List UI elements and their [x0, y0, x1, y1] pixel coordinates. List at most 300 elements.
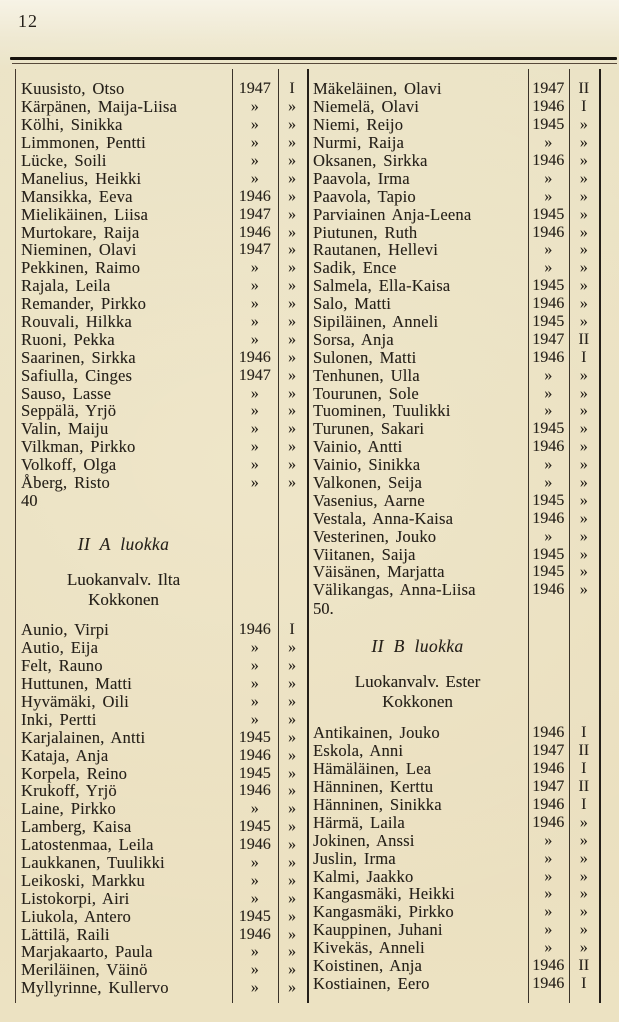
entry-year: » [544, 456, 553, 474]
student-name: Kauppinen, Juhani [313, 920, 443, 940]
student-row [15, 223, 307, 241]
entry-year: 1946 [238, 925, 271, 943]
entry-year: 1946 [532, 348, 565, 366]
entry-year: » [250, 979, 259, 997]
grade-roman: » [288, 907, 296, 925]
grade-roman: » [288, 710, 296, 728]
entry-year: 1946 [532, 956, 565, 974]
supervisor-line1: Luokanvalv. Ilta [66, 570, 181, 589]
entry-year: » [250, 473, 259, 491]
entry-year: 1947 [238, 80, 271, 98]
entry-year: 1946 [238, 187, 271, 205]
student-row [15, 259, 307, 277]
grade-roman: I [289, 80, 295, 98]
entry-year: 1947 [238, 205, 271, 223]
student-row [15, 693, 307, 711]
entry-year: » [250, 330, 259, 348]
grade-roman: » [579, 456, 588, 474]
student-row [15, 438, 307, 456]
student-name: Vestala, Anna-Kaisa [313, 508, 454, 528]
student-row [15, 402, 307, 420]
student-name: Sulonen, Matti [313, 347, 417, 367]
grade-roman: I [581, 724, 587, 742]
entry-year: » [250, 853, 259, 871]
grade-roman: » [579, 563, 588, 581]
entry-year: » [250, 456, 259, 474]
grade-roman: » [579, 939, 588, 957]
student-row [307, 563, 599, 581]
grade-roman: » [579, 438, 588, 456]
grade-roman: » [579, 527, 588, 545]
entry-year: 1946 [238, 621, 271, 639]
student-row [307, 885, 599, 903]
grade-roman: » [579, 545, 588, 563]
student-row [15, 621, 307, 639]
student-name: Väisänen, Marjatta [313, 562, 445, 582]
student-name: Hämäläinen, Lea [313, 759, 432, 779]
student-name: Valkonen, Seija [313, 472, 423, 492]
student-row [307, 366, 599, 384]
student-row [15, 134, 307, 152]
entry-year: » [250, 961, 259, 979]
grade-roman: » [288, 330, 296, 348]
grade-roman: I [581, 760, 587, 778]
student-row [307, 545, 599, 563]
entry-year: 1946 [238, 746, 271, 764]
grade-roman: » [288, 925, 296, 943]
student-row [307, 438, 599, 456]
student-name: Paavola, Irma [313, 168, 410, 188]
top-rule-thick [10, 57, 617, 60]
student-name: Koistinen, Anja [313, 955, 423, 975]
student-row [15, 728, 307, 746]
grade-roman: » [288, 241, 296, 259]
grade-roman: » [579, 223, 588, 241]
student-name: Liukola, Antero [21, 906, 131, 926]
student-name: Tuominen, Tuulikki [313, 401, 451, 421]
table-rule-right-edge [599, 69, 601, 1003]
student-name: Korpela, Reino [21, 763, 128, 783]
grade-roman: I [581, 795, 587, 813]
section-title-iib: II B luokka [371, 636, 464, 656]
grade-roman: » [288, 675, 296, 693]
student-row [15, 384, 307, 402]
student-name: Hänninen, Kerttu [313, 777, 434, 797]
student-name: Huttunen, Matti [21, 674, 132, 694]
entry-year: » [250, 402, 259, 420]
grade-roman: » [288, 259, 296, 277]
entry-year: » [544, 402, 553, 420]
student-name: Kalmi, Jaakko [313, 866, 414, 886]
entry-year: » [544, 241, 553, 259]
student-row [15, 366, 307, 384]
grade-roman: » [288, 979, 296, 997]
entry-year: 1947 [532, 80, 565, 98]
student-name: Seppälä, Yrjö [21, 401, 117, 421]
entry-year: » [544, 903, 553, 921]
student-name: Åberg, Risto [21, 472, 110, 492]
entry-year: » [250, 871, 259, 889]
student-row [15, 854, 307, 872]
entry-year: 1945 [532, 205, 565, 223]
grade-roman: » [579, 867, 588, 885]
student-row [307, 402, 599, 420]
entry-year: 1946 [532, 438, 565, 456]
entry-year: » [250, 639, 259, 657]
entry-year: 1946 [532, 795, 565, 813]
student-row [15, 764, 307, 782]
entry-year: 1945 [532, 312, 565, 330]
grade-roman: » [579, 134, 588, 152]
student-name: Kuusisto, Otso [21, 79, 125, 99]
student-name: Safiulla, Cinges [21, 365, 133, 385]
student-row [307, 80, 599, 98]
grade-roman: II [578, 778, 590, 796]
student-row [15, 313, 307, 331]
student-name: Nieminen, Olavi [21, 240, 137, 260]
entry-year: » [544, 187, 553, 205]
student-row [15, 961, 307, 979]
student-name: Listokorpi, Airi [21, 888, 130, 908]
entry-year: » [250, 384, 259, 402]
student-name: Marjakaarto, Paula [21, 942, 153, 962]
grade-roman: » [579, 259, 588, 277]
grade-roman: » [288, 420, 296, 438]
grade-roman: » [288, 366, 296, 384]
entry-year: 1947 [532, 778, 565, 796]
student-row [307, 742, 599, 760]
student-row [15, 80, 307, 98]
entry-year: » [250, 277, 259, 295]
grade-roman: I [581, 348, 587, 366]
entry-year: 1946 [532, 151, 565, 169]
student-row [307, 974, 599, 992]
student-name: Mäkeläinen, Olavi [313, 79, 442, 99]
student-name: Vainio, Sinikka [313, 455, 421, 475]
student-name: Sipiläinen, Anneli [313, 311, 439, 331]
student-row [307, 796, 599, 814]
student-row [307, 98, 599, 116]
left-column-class1-list [15, 80, 307, 491]
entry-year: » [544, 849, 553, 867]
student-name: Lücke, Soili [21, 150, 107, 170]
entry-year: » [250, 169, 259, 187]
grade-roman: » [579, 402, 588, 420]
student-row [15, 907, 307, 925]
student-name: Salmela, Ella-Kaisa [313, 276, 451, 296]
entry-year: 1946 [532, 760, 565, 778]
student-name: Meriläinen, Väinö [21, 960, 148, 980]
grade-roman: II [578, 742, 590, 760]
grade-roman: » [579, 366, 588, 384]
grade-roman: » [288, 295, 296, 313]
grade-roman: » [288, 223, 296, 241]
grade-roman: » [288, 764, 296, 782]
supervisor-iia [15, 570, 232, 609]
supervisor-iib [307, 672, 528, 711]
entry-year: » [250, 657, 259, 675]
entry-year: » [250, 134, 259, 152]
student-row [307, 384, 599, 402]
student-name: Ruoni, Pekka [21, 329, 115, 349]
grade-roman: » [579, 277, 588, 295]
student-row [15, 925, 307, 943]
student-row [15, 420, 307, 438]
grade-roman: » [288, 800, 296, 818]
grade-roman: » [288, 639, 296, 657]
entry-year: » [544, 134, 553, 152]
grade-roman: » [288, 402, 296, 420]
entry-year: » [250, 312, 259, 330]
grade-roman: » [288, 151, 296, 169]
student-name: Limmonen, Pentti [21, 133, 146, 153]
entry-year: » [544, 366, 553, 384]
student-row [15, 675, 307, 693]
entry-year: 1946 [238, 782, 271, 800]
grade-roman: » [579, 921, 588, 939]
student-row [15, 98, 307, 116]
student-row [15, 169, 307, 187]
grade-roman: » [579, 509, 588, 527]
entry-year: » [250, 295, 259, 313]
student-name: Myllyrinne, Kullervo [21, 978, 169, 998]
student-row [307, 259, 599, 277]
page-number: 12 [18, 11, 38, 31]
entry-year: » [544, 885, 553, 903]
entry-year: » [250, 800, 259, 818]
student-row [307, 527, 599, 545]
grade-roman: » [579, 187, 588, 205]
entry-year: » [544, 867, 553, 885]
grade-roman: » [579, 205, 588, 223]
student-row [307, 420, 599, 438]
grade-roman: » [579, 384, 588, 402]
grade-roman: » [579, 903, 588, 921]
student-row [15, 241, 307, 259]
grade-roman: » [579, 473, 588, 491]
student-row [307, 152, 599, 170]
grade-roman: II [578, 80, 590, 98]
student-name: Niemi, Reijo [313, 115, 404, 135]
student-name: Autio, Eija [21, 638, 99, 658]
student-name: Krukoff, Yrjö [21, 781, 117, 801]
student-row [307, 921, 599, 939]
student-row [307, 867, 599, 885]
grade-roman: » [288, 871, 296, 889]
student-row [307, 205, 599, 223]
entry-year: 1947 [238, 366, 271, 384]
entry-year: 1946 [532, 724, 565, 742]
student-row [307, 348, 599, 366]
student-row [15, 871, 307, 889]
student-row [15, 657, 307, 675]
student-name: Pekkinen, Raimo [21, 258, 141, 278]
student-name: Viitanen, Saija [313, 544, 416, 564]
entry-year: » [250, 943, 259, 961]
student-name: Kärpänen, Maija-Liisa [21, 97, 178, 117]
grade-roman: I [581, 98, 587, 116]
student-name: Vasenius, Aarne [313, 490, 425, 510]
student-name: Härmä, Laila [313, 812, 405, 832]
entry-year: » [544, 527, 553, 545]
entry-year: » [250, 98, 259, 116]
student-row [307, 134, 599, 152]
grade-roman: » [288, 746, 296, 764]
student-row [15, 330, 307, 348]
student-row [307, 330, 599, 348]
grade-roman: » [288, 277, 296, 295]
entry-year: 1945 [238, 764, 271, 782]
grade-roman: » [288, 169, 296, 187]
student-name: Vilkman, Pirkko [21, 437, 136, 457]
grade-roman: » [288, 818, 296, 836]
grade-roman: I [289, 621, 295, 639]
entry-year: » [544, 939, 553, 957]
student-name: Hänninen, Sinikka [313, 794, 442, 814]
grade-roman: » [288, 961, 296, 979]
student-name: Laine, Pirkko [21, 799, 116, 819]
entry-year: 1946 [532, 813, 565, 831]
grade-roman: » [579, 241, 588, 259]
student-row [307, 581, 599, 599]
student-row [15, 979, 307, 997]
student-name: Laukkanen, Tuulikki [21, 852, 165, 872]
grade-roman: » [288, 853, 296, 871]
student-name: Lamberg, Kaisa [21, 817, 132, 837]
grade-roman: » [579, 491, 588, 509]
entry-year: 1947 [532, 742, 565, 760]
student-row [307, 313, 599, 331]
entry-year: 1946 [532, 581, 565, 599]
right-student-count: 50. [313, 599, 334, 618]
student-row [15, 710, 307, 728]
student-name: Tourunen, Sole [313, 383, 419, 403]
student-name: Juslin, Irma [313, 848, 396, 868]
entry-year: 1946 [532, 98, 565, 116]
student-name: Kivekäs, Anneli [313, 938, 425, 958]
entry-year: 1946 [532, 223, 565, 241]
student-row [15, 152, 307, 170]
student-name: Kangasmäki, Pirkko [313, 902, 454, 922]
grade-roman: » [579, 295, 588, 313]
grade-roman: » [579, 581, 588, 599]
entry-year: 1946 [532, 974, 565, 992]
student-name: Parviainen Anja-Leena [313, 204, 472, 224]
student-row [15, 474, 307, 492]
student-name: Kataja, Anja [21, 745, 109, 765]
entry-year: 1945 [532, 116, 565, 134]
entry-year: 1947 [238, 241, 271, 259]
student-row [15, 782, 307, 800]
grade-roman: » [288, 836, 296, 854]
student-row [307, 724, 599, 742]
entry-year: » [250, 438, 259, 456]
grade-roman: » [288, 348, 296, 366]
student-row [307, 295, 599, 313]
entry-year: 1947 [532, 330, 565, 348]
entry-year: » [544, 831, 553, 849]
student-row [307, 169, 599, 187]
student-row [307, 241, 599, 259]
student-row [307, 223, 599, 241]
entry-year: » [250, 710, 259, 728]
student-name: Felt, Rauno [21, 656, 103, 676]
entry-year: » [544, 473, 553, 491]
grade-roman: » [288, 782, 296, 800]
student-row [307, 939, 599, 957]
grade-roman: » [288, 473, 296, 491]
entry-year: 1945 [238, 818, 271, 836]
right-column-class1-list [307, 80, 599, 599]
grade-roman: » [579, 312, 588, 330]
student-name: Sauso, Lasse [21, 383, 112, 403]
student-name: Kostiainen, Eero [313, 973, 430, 993]
student-row [307, 474, 599, 492]
student-name: Mielikäinen, Liisa [21, 204, 149, 224]
grade-roman: » [288, 312, 296, 330]
entry-year: 1946 [238, 348, 271, 366]
grade-roman: » [579, 885, 588, 903]
grade-roman: » [579, 813, 588, 831]
student-row [307, 849, 599, 867]
entry-year: » [250, 675, 259, 693]
student-row [15, 348, 307, 366]
student-name: Vainio, Antti [313, 437, 403, 457]
student-name: Rouvali, Hilkka [21, 311, 132, 331]
right-column-class2-list [307, 724, 599, 992]
student-name: Jokinen, Anssi [313, 830, 415, 850]
grade-roman: » [288, 384, 296, 402]
student-name: Remander, Pirkko [21, 294, 147, 314]
grade-roman: » [579, 169, 588, 187]
entry-year: » [544, 259, 553, 277]
student-name: Välikangas, Anna-Liisa [313, 580, 476, 600]
grade-roman: » [579, 116, 588, 134]
student-name: Rajala, Leila [21, 276, 111, 296]
entry-year: 1946 [238, 223, 271, 241]
grade-roman: » [288, 943, 296, 961]
student-row [15, 818, 307, 836]
entry-year: » [250, 116, 259, 134]
entry-year: 1945 [238, 728, 271, 746]
entry-year: 1945 [238, 907, 271, 925]
student-row [15, 205, 307, 223]
student-row [307, 903, 599, 921]
grade-roman: » [288, 456, 296, 474]
student-name: Murtokare, Raija [21, 222, 140, 242]
student-name: Antikainen, Jouko [313, 723, 440, 743]
left-student-count: 40 [21, 491, 38, 510]
entry-year: » [250, 151, 259, 169]
entry-year: » [250, 692, 259, 710]
grade-roman: » [288, 98, 296, 116]
supervisor-line1: Luokanvalv. Ester [354, 672, 481, 691]
student-name: Aunio, Virpi [21, 620, 109, 640]
grade-roman: » [288, 205, 296, 223]
student-name: Eskola, Anni [313, 741, 404, 761]
grade-roman: » [288, 187, 296, 205]
grade-roman: II [578, 956, 590, 974]
section-title-iia: II A luokka [77, 534, 170, 554]
student-name: Nurmi, Raija [313, 133, 405, 153]
entry-year: 1945 [532, 563, 565, 581]
entry-year: 1946 [532, 509, 565, 527]
student-name: Mansikka, Eeva [21, 186, 133, 206]
student-row [15, 836, 307, 854]
student-name: Sorsa, Anja [313, 329, 394, 349]
student-row [15, 456, 307, 474]
entry-year: » [544, 384, 553, 402]
